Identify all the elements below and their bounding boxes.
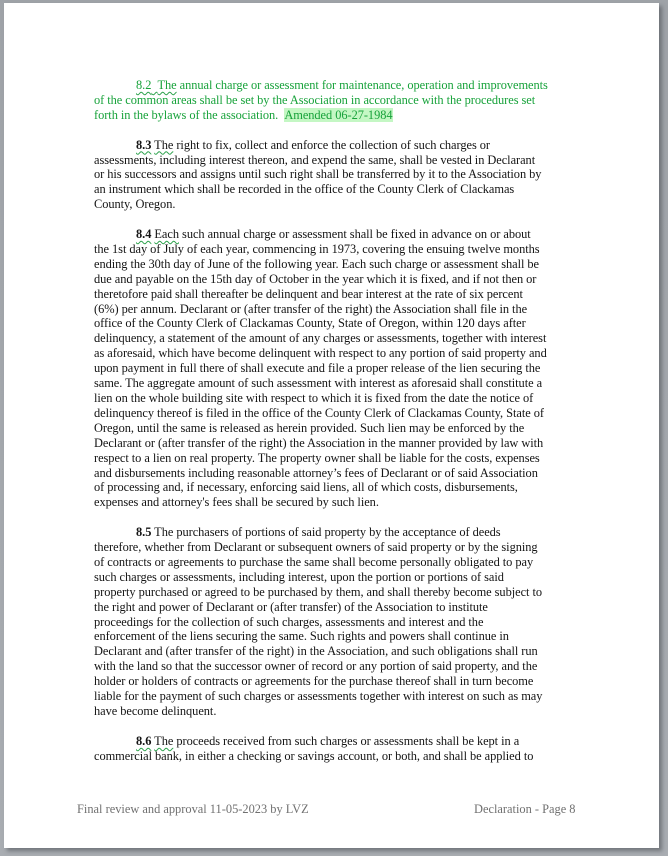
section-8-2: 8.2 The annual charge or assessment for maintenance, operation and improvements of the common areas shall be set by the Association in accordance with the procedures set forth in the bylaws of the association. Amended 06-27-1984 — [94, 78, 548, 122]
page-body — [94, 78, 574, 779]
section-number-8-4: 8.4 — [136, 227, 152, 242]
section-number-8-6: 8.6 — [136, 733, 152, 748]
section-8-6: 8.6 The proceeds received from such charges or assessments shall be kept in a commercial bank, in either a checking or savings account, or both, and shall be applied to — [94, 733, 534, 763]
section-number-8-3: 8.3 — [136, 137, 152, 152]
section-number-8-5: 8.5 — [136, 525, 152, 540]
footer-review-note: Final review and approval 11-05-2023 by LVZ — [77, 802, 309, 816]
footer-page-number: Declaration - Page 8 — [474, 802, 576, 816]
amended-note: Amended 06-27-1984 — [284, 107, 393, 122]
section-8-5: 8.5 The purchasers of portions of said property by the acceptance of deeds therefore, whether from Declarant or subsequent owners of said property or by the signing of contracts or agreements to purchase the same shall become personally obligated to pay such charges or assessments, including interest, upon the portion or portions of said property purchased or agreed to be purchased by them, and shall thereby become subject to the right and power of Declarant or (after transfer) of the Association to institute proceedings for the collection of such charges, assessments and interest and the enforcement of the liens securing the same. Such rights and powers shall continue in Declarant and (after transfer of the right) in the Association, and such obligations shall run with the land so that the successor owner of record or any portion of said property, and the holder or holders of contracts or agreements for the purchase thereof shall in turn become liable for the payment of such charges or assessments together with interest on such as may have become delinquent. — [94, 525, 543, 719]
section-number-8-2: 8.2 The — [136, 78, 177, 92]
section-8-3: 8.3 The right to fix, collect and enforce the collection of such charges or assessments, including interest thereon, and expend the same, shall be vested in Declarant or his successors and assigns until such right shall be transferred by it to the Association by an instrument which shall be recorded in the office of the County Clerk of Clackamas County, Oregon. — [94, 137, 542, 212]
section-8-4: 8.4 Each such annual charge or assessment shall be fixed in advance on or about the 1st day of July of each year, commencing in 1973, covering the ensuing twelve months ending the 30th day of June of the following year. Each such charge or assessment shall be due and payable on the 15th day of October in the year which it is fixed, and if not then or theretofore paid shall thereafter be delinquent and bear interest at the rate of six percent (6%) per annum. Declarant or (after transfer of the right) the Association shall file in the office of the County Clerk of Clackamas County, State of Oregon, within 120 days after delinquency, a statement of the amount of any charges or assessments, together with interest as aforesaid, which have become delinquent with respect to any portion of said property and upon payment in full there of shall execute and file a proper release of the lien securing the same. The aggregate amount of such assessment with interest as aforesaid shall constitute a lien on the whole building site with respect to which it is fixed from the date the notice of delinquency thereof is filed in the office of the County Clerk of Clackamas County, State of Oregon, until the same is released as herein provided. Such lien may be enforced by the Declarant or (after transfer of the right) the Association in the manner provided by law with respect to a lien on real property. The property owner shall be liable for the costs, expenses and disbursements including reasonable attorney’s fees of Declarant or of said Association of processing and, if necessary, enforcing said liens, all of which costs, disbursements, expenses and attorney's fees shall be secured by such lien. — [94, 227, 547, 510]
